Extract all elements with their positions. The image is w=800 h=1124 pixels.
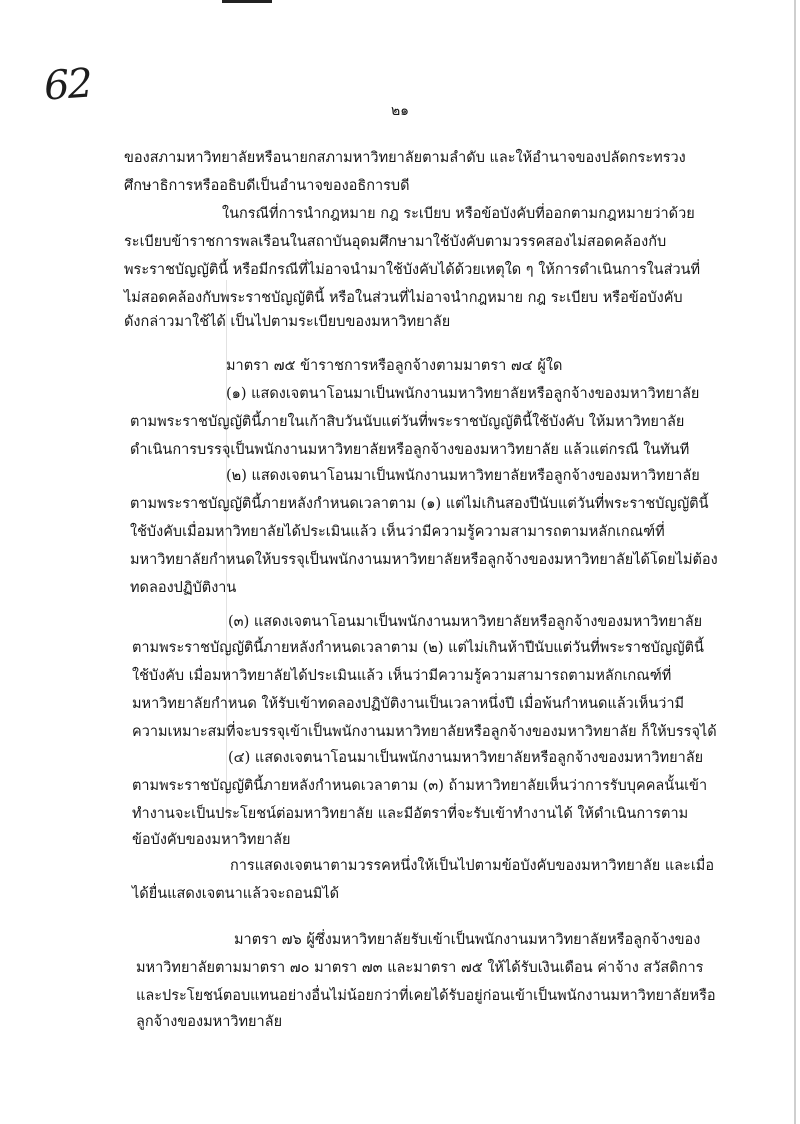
text-line: ของสภามหาวิทยาลัยหรือนายกสภามหาวิทยาลัยตามลำดับ และให้อำนาจของปลัดกระทรวง [124,150,686,166]
text-line: และประโยชน์ตอบแทนอย่างอื่นไม่น้อยกว่าที่เคยได้รับอยู่ก่อนเข้าเป็นพนักงานมหาวิทยาลัยหรือ [136,988,716,1004]
text-line: ดังกล่าวมาใช้ได้ เป็นไปตามระเบียบของมหาวิทยาลัย [124,314,451,330]
text-line: ระเบียบข้าราชการพลเรือนในสถาบันอุดมศึกษามาใช้บังคับตามวรรคสองไม่สอดคล้องกับ [124,234,667,250]
text-line: ใช้บังคับเมื่อมหาวิทยาลัยได้ประเมินแล้ว เห็นว่ามีความรู้ความสามารถตามหลักเกณฑ์ที่ [130,524,665,540]
text-line: ตามพระราชบัญญัตินี้ภายหลังกำหนดเวลาตาม (๓) ถ้ามหาวิทยาลัยเห็นว่าการรับบุคคลนั้นเข้า [132,778,708,794]
text-line: มหาวิทยาลัยตามมาตรา ๗๐ มาตรา ๗๓ และมาตรา ๗๕ ให้ได้รับเงินเดือน ค่าจ้าง สวัสดิการ [136,960,704,976]
text-line: ทดลองปฏิบัติงาน [130,580,237,596]
section-heading: มาตรา ๗๖ ผู้ซึ่งมหาวิทยาลัยรับเข้าเป็นพนักงานมหาวิทยาลัยหรือลูกจ้างของ [234,932,701,948]
text-line: ศึกษาธิการหรืออธิบดีเป็นอำนาจของอธิการบดี [124,178,410,194]
text-line: ตามพระราชบัญญัตินี้ภายในเก้าสิบวันนับแต่วันที่พระราชบัญญัตินี้ใช้บังคับ ให้มหาวิทยาลัย [130,414,685,430]
text-line: มหาวิทยาลัยกำหนด ให้รับเข้าทดลองปฏิบัติงานเป็นเวลาหนึ่งปี เมื่อพ้นกำหนดแล้วเห็นว่ามี [132,696,685,712]
text-line: ข้อบังคับของมหาวิทยาลัย [132,832,291,848]
text-line: ในกรณีที่การนำกฎหมาย กฎ ระเบียบ หรือข้อบังคับที่ออกตามกฎหมายว่าด้วย [222,206,695,222]
text-line: การแสดงเจตนาตามวรรคหนึ่งให้เป็นไปตามข้อบังคับของมหาวิทยาลัย และเมื่อ [230,858,715,874]
text-line: ลูกจ้างของมหาวิทยาลัย [136,1014,283,1030]
text-line: (๔) แสดงเจตนาโอนมาเป็นพนักงานมหาวิทยาลัยหรือลูกจ้างของมหาวิทยาลัย [228,750,704,766]
page-number: ๒๑ [390,103,410,119]
text-line: ใช้บังคับ เมื่อมหาวิทยาลัยได้ประเมินแล้ว เห็นว่ามีความรู้ความสามารถตามหลักเกณฑ์ที่ [132,668,672,684]
text-line: (๓) แสดงเจตนาโอนมาเป็นพนักงานมหาวิทยาลัยหรือลูกจ้างของมหาวิทยาลัย [228,614,703,630]
scan-edge [794,0,796,1124]
text-line: ไม่สอดคล้องกับพระราชบัญญัตินี้ หรือในส่วนที่ไม่อาจนำกฎหมาย กฎ ระเบียบ หรือข้อบังคับ [124,290,683,306]
text-line: ทำงานจะเป็นประโยชน์ต่อมหาวิทยาลัย และมีอัตราที่จะรับเข้าทำงานได้ ให้ดำเนินการตาม [132,806,689,822]
text-line: ได้ยื่นแสดงเจตนาแล้วจะถอนมิได้ [132,886,340,902]
text-line: มหาวิทยาลัยกำหนดให้บรรจุเป็นพนักงานมหาวิทยาลัยหรือลูกจ้างของมหาวิทยาลัยได้โดยไม่ต้อง [130,552,718,568]
text-line: ตามพระราชบัญญัตินี้ภายหลังกำหนดเวลาตาม (๒) แต่ไม่เกินห้าปีนับแต่วันที่พระราชบัญญัตินี้ [132,640,704,656]
handwritten-number: 62 [42,60,93,110]
text-line: (๒) แสดงเจตนาโอนมาเป็นพนักงานมหาวิทยาลัยหรือลูกจ้างของมหาวิทยาลัย [226,468,700,484]
scan-top-mark [222,0,272,3]
text-line: ความเหมาะสมที่จะบรรจุเข้าเป็นพนักงานมหาวิทยาลัยหรือลูกจ้างของมหาวิทยาลัย ก็ให้บรรจุได้ [132,724,717,740]
text-line: ตามพระราชบัญญัตินี้ภายหลังกำหนดเวลาตาม (๑) แต่ไม่เกินสองปีนับแต่วันที่พระราชบัญญัตินี้ [130,496,709,512]
text-line: (๑) แสดงเจตนาโอนมาเป็นพนักงานมหาวิทยาลัยหรือลูกจ้างของมหาวิทยาลัย [226,386,700,402]
text-line: ดำเนินการบรรจุเป็นพนักงานมหาวิทยาลัยหรือลูกจ้างของมหาวิทยาลัย แล้วแต่กรณี ในทันที [130,442,690,458]
section-heading: มาตรา ๗๕ ข้าราชการหรือลูกจ้างตามมาตรา ๗๔ ผู้ใด [226,358,563,374]
text-line: พระราชบัญญัตินี้ หรือมีกรณีที่ไม่อาจนำมาใช้บังคับได้ด้วยเหตุใด ๆ ให้การดำเนินการในส่วนที่ [124,262,701,278]
